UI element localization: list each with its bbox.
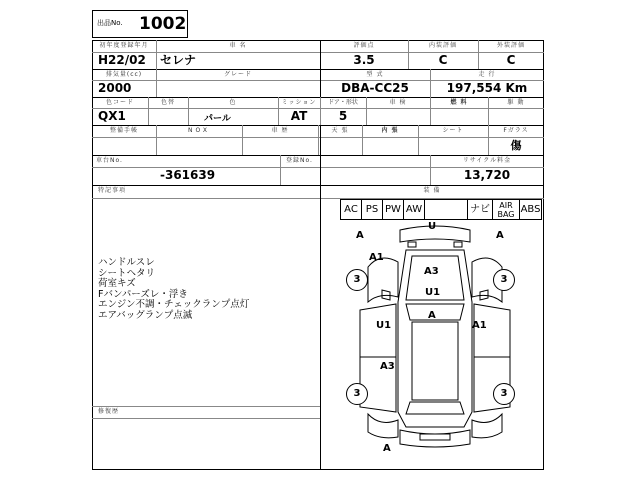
maintenance-label: 整備手帳 — [109, 127, 138, 134]
car-name-value: セレナ — [160, 53, 197, 67]
score-value: 3.5 — [353, 53, 375, 67]
damage-hood2: U1 — [425, 287, 441, 298]
chassis-value: -361639 — [160, 168, 216, 182]
damage-wheel-rl: 3 — [346, 383, 368, 405]
equipment-aw: AW — [404, 200, 425, 219]
remark-item: エンジン不調・チェックランプ点灯 — [98, 299, 250, 310]
equipment-pw: PW — [383, 200, 404, 219]
recycle-label: リサイクル料金 — [462, 157, 512, 164]
glass-value: 傷 — [510, 139, 522, 152]
remark-item: シートヘタリ — [98, 267, 156, 279]
color-value: パール — [204, 114, 231, 124]
remarks-list — [98, 258, 318, 321]
damage-front-bumper: U — [428, 221, 437, 232]
interior-label: 内装評価 — [428, 42, 457, 49]
drive-label: 駆 動 — [507, 99, 525, 106]
color-label: 色 — [229, 99, 237, 106]
damage-hood: A3 — [424, 266, 439, 277]
equipment-blank — [425, 200, 468, 219]
grade-label: グレード — [223, 71, 252, 78]
color-code-label: 色コード — [105, 99, 134, 106]
equipment-ac: AC — [341, 200, 362, 219]
color-type-label: 色替 — [160, 99, 175, 106]
damage-wheel-rr: 3 — [493, 383, 515, 405]
model-value: DBA-CC25 — [341, 81, 409, 95]
mission-value: AT — [290, 109, 308, 123]
equipment-airbag: AIR BAG — [493, 200, 520, 219]
fuel-label: 燃 料 — [450, 99, 468, 106]
glass-label: Fガラス — [503, 127, 529, 134]
damage-left-fender: A1 — [369, 252, 384, 263]
interior2-label: 内 張 — [381, 127, 399, 134]
exterior-label: 外装評価 — [496, 42, 525, 49]
remark-item: エアバッグランプ点滅 — [98, 309, 193, 321]
car-name-label: 車 名 — [229, 42, 247, 49]
interior-value: C — [438, 53, 448, 67]
damage-wheel-fr: 3 — [493, 269, 515, 291]
mission-label: ミッション — [281, 99, 317, 106]
seat-label: シート — [442, 127, 464, 134]
remarks-label: 特記事項 — [98, 187, 127, 194]
sunroof-label: 天 張 — [331, 127, 349, 134]
equipment-label: 装 備 — [423, 187, 441, 194]
damage-left-door: U1 — [376, 320, 392, 331]
damage-front-right: A — [496, 230, 504, 241]
equipment-row — [340, 199, 542, 220]
damage-roof: A — [428, 310, 436, 321]
equipment-navi: ナビ — [468, 200, 493, 219]
damage-wheel-fl: 3 — [346, 269, 368, 291]
remark-item: ハンドルスレ — [98, 257, 155, 268]
recycle-value: 13,720 — [463, 168, 511, 182]
door-value: 5 — [338, 109, 348, 123]
color-code-value: QX1 — [98, 109, 126, 123]
chassis-label: 車台No. — [96, 157, 123, 164]
lot-label: 出品No. — [97, 19, 123, 27]
score-label: 評価点 — [353, 42, 375, 49]
damage-rear-left: A3 — [380, 361, 395, 372]
mileage-label: 走 行 — [478, 71, 496, 78]
damage-rear-bottom: A — [383, 443, 391, 454]
door-label: ドア・形状 — [328, 99, 358, 106]
model-label: 型 式 — [366, 71, 384, 78]
exterior-value: C — [506, 53, 516, 67]
inspection-label: 車 検 — [389, 99, 407, 106]
repair-label: 修復歴 — [98, 408, 120, 415]
lot-box — [92, 10, 188, 38]
year-reg-value: H22/02 — [98, 53, 146, 67]
displacement-value: 2000 — [98, 81, 132, 95]
lot-number: 1002 — [139, 14, 187, 34]
history-label: 車 歴 — [271, 127, 289, 134]
displacement-label: 排気量(cc) — [105, 71, 143, 78]
equipment-ps: PS — [362, 200, 383, 219]
registration-label: 登録No. — [286, 157, 313, 164]
remark-item: 荷室キズ — [98, 278, 136, 289]
year-reg-label: 初年度登録年月 — [99, 42, 149, 49]
equipment-abs: ABS — [520, 204, 541, 215]
damage-front-left: A — [356, 230, 364, 241]
mileage-value: 197,554 Km — [446, 81, 528, 95]
remark-item: Fバンパーズレ・浮き — [98, 288, 188, 300]
damage-right-door: A1 — [472, 320, 487, 331]
nox-label: NOX — [188, 127, 210, 134]
